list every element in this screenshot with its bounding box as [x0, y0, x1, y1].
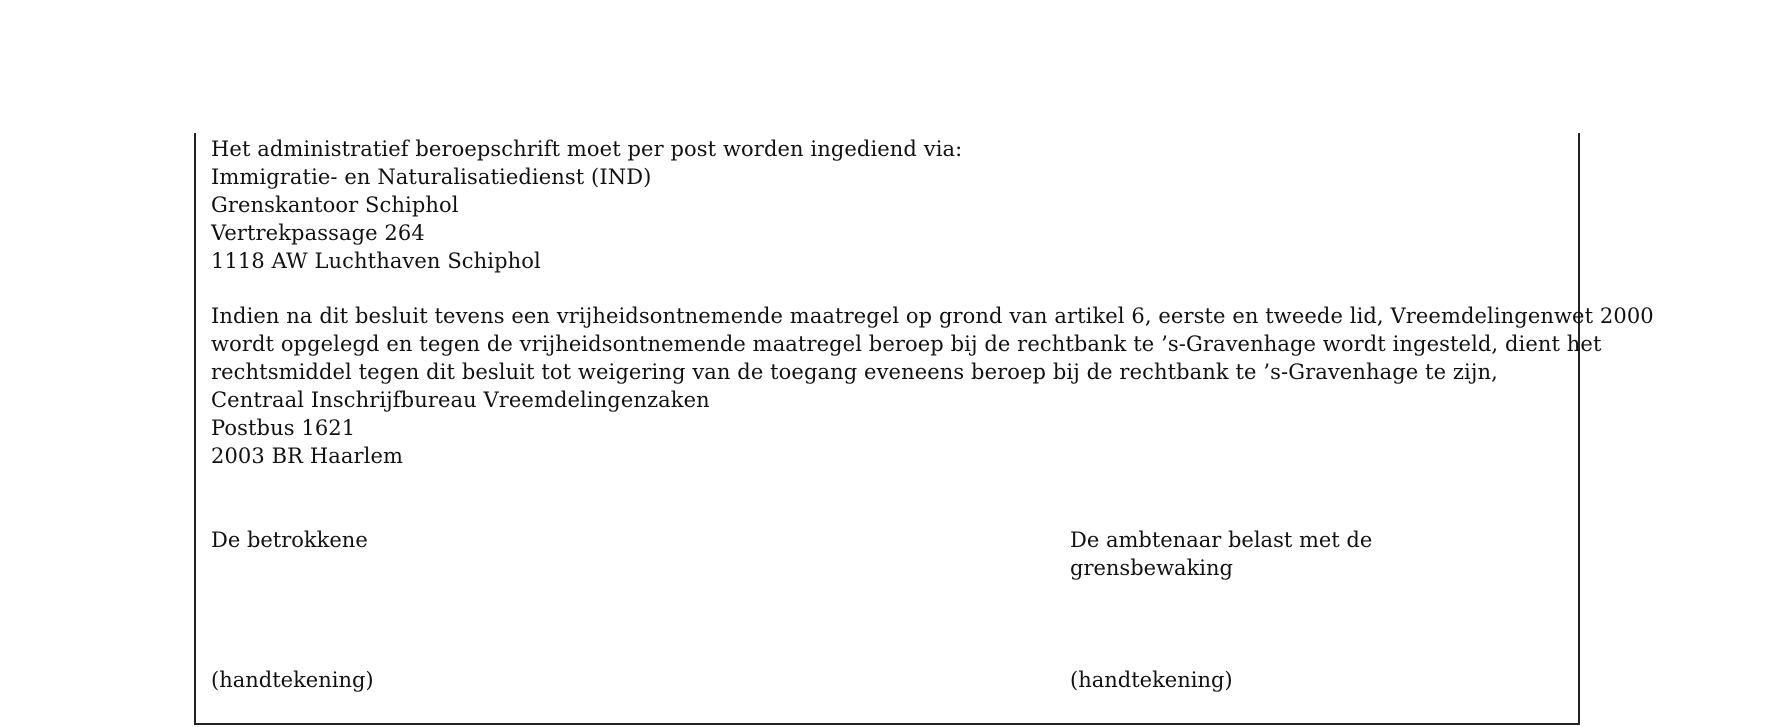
left-party-label: De betrokkene: [211, 528, 368, 552]
notice-line-2: wordt opgelegd en tegen de vrijheidsontnemende maatregel beroep bij de rechtbank te ’s-Gravenhage wordt ingesteld, dient het: [211, 332, 1602, 356]
notice-block: [211, 302, 1654, 470]
address-block: [211, 135, 962, 275]
left-signature-label: (handtekening): [211, 668, 374, 692]
address-line-4: 1118 AW Luchthaven Schiphol: [211, 249, 541, 273]
address-intro: Het administratief beroepschrift moet per post worden ingediend via:: [211, 137, 963, 161]
address-line-3: Vertrekpassage 264: [211, 221, 425, 245]
notice-line-1: Indien na dit besluit tevens een vrijheidsontnemende maatregel op grond van artikel 6, eerste en tweede lid, Vreemdelingenwet 2000: [211, 304, 1654, 328]
notice-line-6: 2003 BR Haarlem: [211, 444, 403, 468]
address-line-2: Grenskantoor Schiphol: [211, 193, 459, 217]
right-signature-label: (handtekening): [1070, 668, 1233, 692]
notice-line-4: Centraal Inschrijfbureau Vreemdelingenzaken: [211, 388, 710, 412]
right-party-label: De ambtenaar belast met de grensbewaking: [1070, 528, 1373, 580]
notice-line-3: rechtsmiddel tegen dit besluit tot weigering van de toegang eveneens beroep bij de rechtbank te ’s-Gravenhage te zijn,: [211, 360, 1498, 384]
notice-line-5: Postbus 1621: [211, 416, 356, 440]
address-line-1: Immigratie- en Naturalisatiedienst (IND): [211, 165, 652, 189]
